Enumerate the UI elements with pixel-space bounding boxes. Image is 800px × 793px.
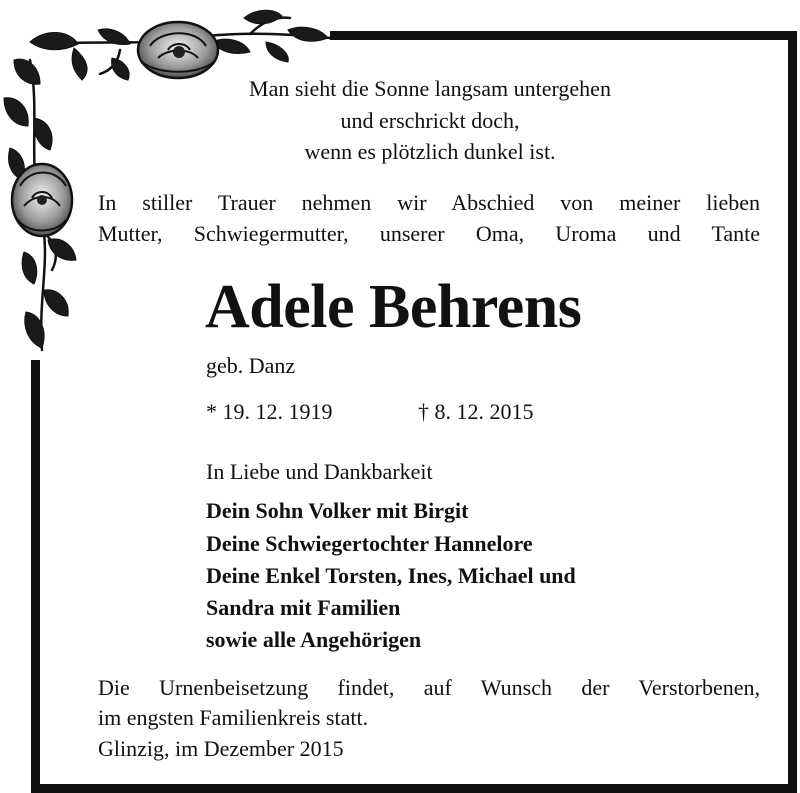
frame-right-border <box>788 31 797 793</box>
poem-line: wenn es plötzlich dunkel ist. <box>304 139 556 164</box>
funeral-note-line: im engsten Familienkreis statt. <box>98 705 369 730</box>
maiden-name: geb. Danz <box>206 353 296 378</box>
poem-line: und erschrickt doch, <box>340 108 520 133</box>
frame-bottom-border <box>31 784 797 793</box>
death-date: † 8. 12. 2015 <box>418 399 534 424</box>
mourner-line: Dein Sohn Volker mit Birgit <box>206 498 469 523</box>
birth-date: * 19. 12. 1919 <box>206 399 333 424</box>
mourner-line: Deine Enkel Torsten, Ines, Michael und <box>206 563 576 588</box>
poem-line: Man sieht die Sonne langsam untergehen <box>249 76 611 101</box>
mourner-line: Deine Schwiegertochter Hannelore <box>206 531 533 556</box>
intro-line: Mutter, Schwiegermutter, unserer Oma, Uroma und Tante <box>98 221 760 246</box>
funeral-note-line: Die Urnenbeisetzung findet, auf Wunsch der Verstorbenen, <box>98 675 760 700</box>
place-date: Glinzig, im Dezember 2015 <box>98 736 344 761</box>
intro-line: In stiller Trauer nehmen wir Abschied von meiner lieben <box>98 190 760 215</box>
deceased-name: Adele Behrens <box>205 273 582 341</box>
frame-top-border <box>330 31 797 40</box>
gratitude-line: In Liebe und Dankbarkeit <box>206 459 433 484</box>
frame-left-border <box>31 360 40 793</box>
mourner-line: Sandra mit Familien <box>206 595 401 620</box>
mourner-line: sowie alle Angehörigen <box>206 627 422 652</box>
